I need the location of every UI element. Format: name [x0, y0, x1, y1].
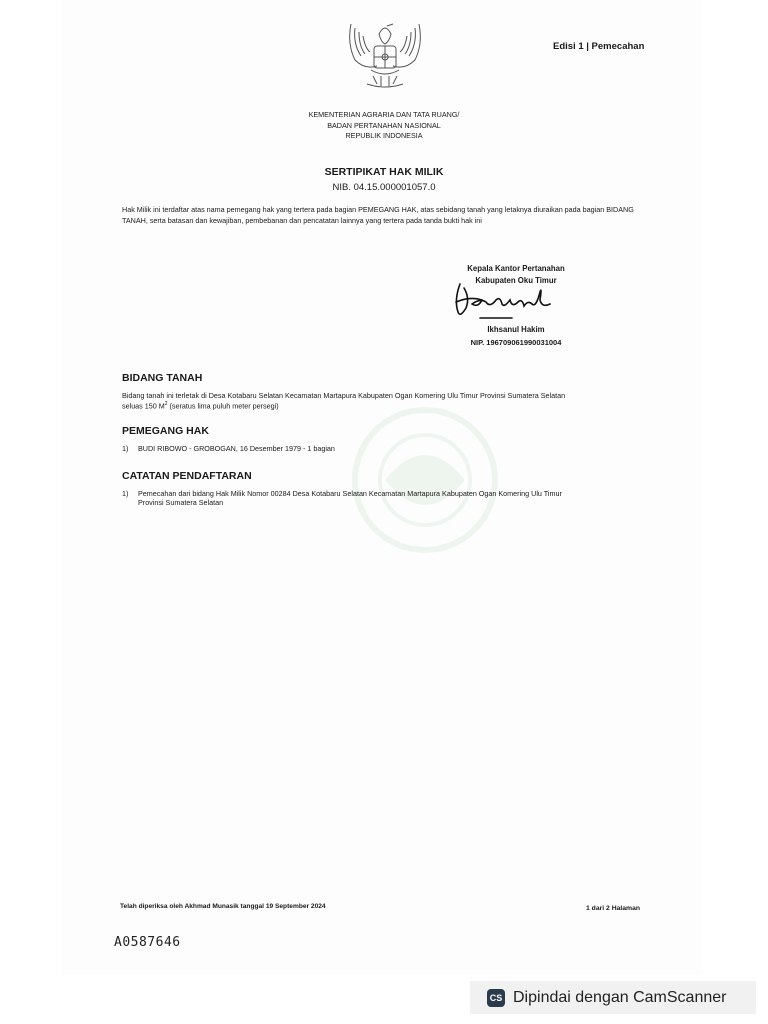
signatory-title-line: Kabupaten Oku Timur: [475, 276, 557, 285]
holder-text: BUDI RIBOWO - GROBOGAN, 16 Desember 1979 - 1 bagian: [138, 444, 335, 453]
certificate-title: SERTIPIKAT HAK MILIK: [324, 166, 444, 178]
camscanner-badge: [470, 981, 756, 1014]
bidang-tanah-text: [122, 391, 652, 410]
note-line: Provinsi Sumatera Selatan: [138, 498, 224, 507]
section-heading-catatan: CATATAN PENDAFTARAN: [122, 470, 252, 482]
page-indicator: 1 dari 2 Halaman: [586, 905, 641, 912]
watermark-seal-icon: [340, 400, 510, 560]
checked-by-note: Telah diperiksa oleh Akhmad Munasik tanggal 19 September 2024: [120, 903, 326, 910]
list-item: [122, 489, 652, 507]
section-heading-bidang-tanah: BIDANG TANAH: [122, 372, 203, 384]
list-number: 1): [122, 444, 129, 453]
document-code: A0587646: [114, 935, 181, 950]
edition-label: Edisi 1 | Pemecahan: [553, 41, 645, 52]
ministry-line: REPUBLIK INDONESIA: [345, 131, 423, 140]
list-item: [122, 444, 652, 453]
signatory-nip: NIP. 196709061990031004: [470, 338, 562, 347]
area-suffix: (seratus lima puluh meter persegi): [167, 401, 279, 411]
note-text: [138, 489, 562, 507]
certificate-nib: NIB. 04.15.000001057.0: [332, 182, 436, 193]
ministry-header: [250, 110, 518, 142]
ministry-line: KEMENTERIAN AGRARIA DAN TATA RUANG/: [308, 110, 460, 119]
garuda-emblem-icon: [343, 14, 427, 94]
bidang-tanah-area: [122, 400, 652, 410]
camscanner-label: Dipindai dengan CamScanner: [513, 988, 727, 1006]
bidang-tanah-location: Bidang tanah ini terletak di Desa Kotabaru Selatan Kecamatan Martapura Kabupaten Ogan Komering Ulu Timur Provinsi Sumatera Selatan: [122, 391, 566, 400]
ministry-line: BADAN PERTANAHAN NASIONAL: [327, 120, 441, 130]
signatory-name: Ikhsanul Hakim: [487, 325, 545, 334]
camscanner-logo-icon: CS: [487, 989, 505, 1007]
intro-paragraph: Hak Milik ini terdaftar atas nama pemegang hak yang tertera pada bagian PEMEGANG HAK, atas sebidang tanah yang letaknya diuraikan pada bagian BIDANG TANAH, serta batasan dan kewajiban, pembebanan dan pencatatan lainnya yang tertera pada tanda bukti hak ini: [122, 205, 634, 225]
signatory-title-line: Kepala Kantor Pertanahan: [467, 264, 565, 273]
area-unit-superscript: 2: [164, 401, 168, 407]
note-line: Pemecahan dari bidang Hak Milik Nomor 00284 Desa Kotabaru Selatan Kecamatan Martapura Kabupaten Ogan Komering Ulu Timur: [138, 489, 562, 498]
handwritten-signature: [450, 278, 560, 322]
area-prefix: seluas 150 M: [122, 401, 165, 411]
list-number: 1): [122, 489, 129, 498]
section-heading-pemegang-hak: PEMEGANG HAK: [122, 425, 209, 437]
